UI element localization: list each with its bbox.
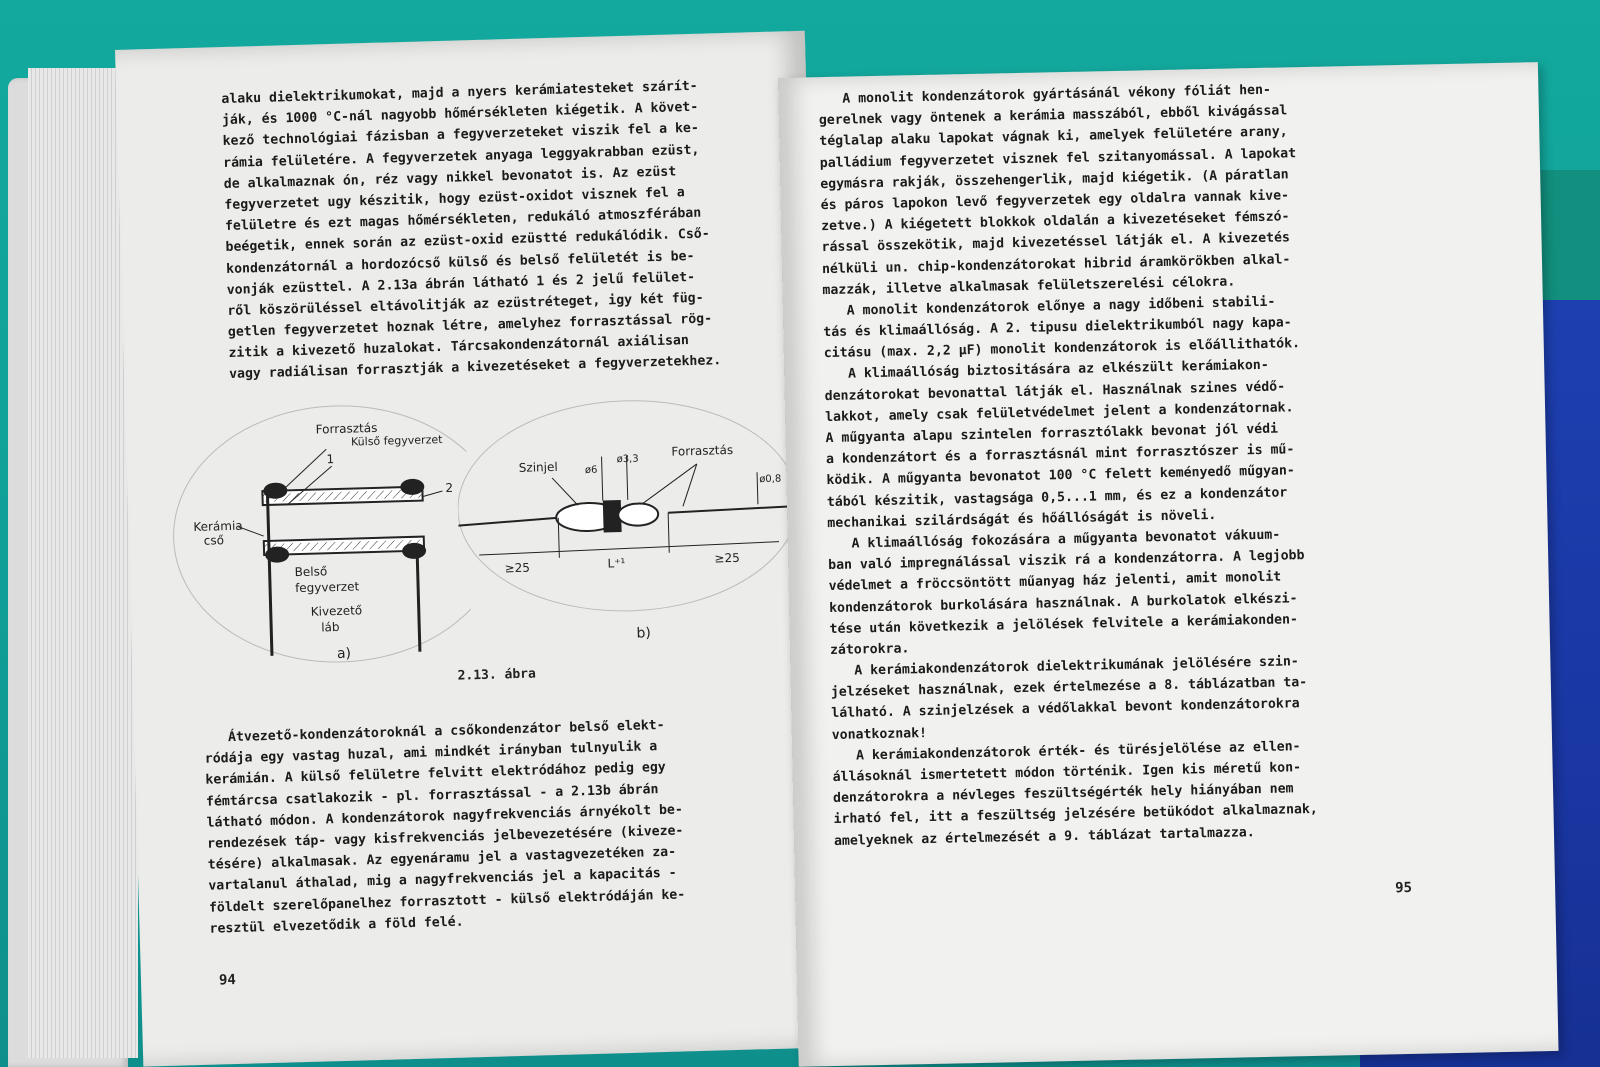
text-line: állásoknál ismertetett módon történik. Igen kis méretű kon- — [832, 760, 1302, 786]
label-l1: L⁺¹ — [607, 555, 626, 571]
text-line: mechanikai szilárdságát és hőállóságát is növeli. — [827, 507, 1217, 531]
left-page-top-text — [221, 75, 721, 385]
text-line: lálható. A szinjelzések a védőlakkal bevont kondenzátorokra — [831, 696, 1300, 722]
text-line: egymásra rakják, összehengerlik, majd kiégetik. (A páratlan — [820, 167, 1289, 192]
text-line: de alkalmaznak ón, réz vagy nikkel bevonatot is. Az ezüst — [223, 164, 677, 192]
text-line: palládium fegyverzetet visznek fel szitanyomással. A lapokat — [819, 145, 1297, 171]
text-line: tából készitik, vastagsága 0,5...1 mm, és ez a kondenzátor — [826, 484, 1288, 510]
text-line: vonják ezüsttel. A 2.13a ábrán látható 1 és 2 jelű felület- — [226, 269, 696, 298]
text-line: A műgyanta alapu szintelen forrasztólakk bevonat jól védi — [825, 421, 1279, 447]
text-line: ródája egy vastag huzal, ami mindkét irányban tulnyulik a — [204, 739, 658, 767]
text-line: citásu (max. 2,2 µF) monolit kondenzátorok is előállithatók. — [823, 336, 1301, 362]
text-line: getlen fegyverzetet hoznak létre, amelyhez forrasztással rög- — [227, 311, 713, 341]
text-line: gerelnek vagy öntenek a kerámia masszából, ebből kivágással — [818, 103, 1288, 129]
text-line: és páros lapokon levő fegyverzetek egy oldalra vannak kive- — [820, 188, 1290, 214]
text-line: fémtárcsa csatlakozik - pl. forrasztással - a 2.13b ábrán — [205, 781, 659, 810]
text-line: A klimaállóság fokozására a műgyanta bevonatot vákuum- — [827, 527, 1281, 552]
label-phi33: ø3,3 — [616, 453, 639, 466]
text-line: kező technológiai fázisban a fegyverzeteket viszik fel a ke- — [222, 121, 700, 150]
text-line: tás és klimaállóság. A 2. tipusu dielektrikumból nagy kapa- — [823, 315, 1292, 341]
text-line: vonatkoznak! — [831, 725, 928, 743]
label-cso: cső — [203, 533, 225, 548]
text-line: vartalanul áthalad, mig a nagyfrekvenciás jel a kapacitás - — [208, 865, 677, 895]
text-line: denzátorokra a névleges feszültségérték hely hiányában nem — [832, 781, 1294, 807]
label-szinjel: Szinjel — [518, 459, 558, 475]
text-line: jelzéseket használnak, ezek értelmezése a 8. táblázatban ta- — [830, 675, 1308, 701]
text-line: zetve.) A kiégetett blokkok oldalán a kivezetéseket fémszó- — [820, 209, 1290, 235]
text-line: kondenzátorok burkolására használnak. A burkolatok elkészi- — [828, 590, 1298, 616]
capacitor-axial-drawing — [455, 391, 802, 650]
label-ge25-right: ≥25 — [714, 550, 740, 566]
left-page — [115, 31, 833, 1067]
text-line: Átvezető-kondenzátoroknál a csőkondenzátor belső elekt- — [204, 717, 665, 746]
label-a: a) — [336, 645, 352, 663]
label-forrasztas-b: Forrasztás — [671, 442, 734, 459]
text-line: amelyeknek az értelmezését a 9. táblázat tartalmazza. — [833, 824, 1255, 849]
text-line: zitik a kivezető huzalokat. Tárcsakondenzátornál axiálisan — [228, 333, 690, 362]
text-line: vagy radiálisan forrasztják a kivezetéseket a fegyverzetekhez. — [228, 353, 722, 383]
label-belso: Belső — [294, 564, 328, 580]
text-line: denzátorokat bevonattal látják el. Használnak szines védő- — [824, 379, 1286, 404]
text-line: kerámián. A külső felületre felvitt elektródához pedig egy — [205, 760, 666, 789]
text-line: téglalap alaku lapokat vágnak ki, amelyek felületére arany, — [819, 124, 1288, 150]
figure-2-13a — [165, 390, 472, 668]
label-2: 2 — [445, 480, 454, 495]
right-page-number: 95 — [1394, 879, 1413, 897]
text-line: ről köszörüléssel eltávolitják az ezüstréteget, igy két füg- — [227, 290, 704, 319]
right-page-text — [818, 79, 1318, 852]
label-phi08: ø0,8 — [759, 473, 782, 486]
text-line: rendezések táp- vagy kisfrekvenciás jelbevezetésére (kiveze- — [207, 823, 684, 852]
text-line: nélküli un. chip-kondenzátorokat hibrid áramkörökben alkal- — [821, 251, 1291, 277]
label-phi6: ø6 — [584, 464, 598, 477]
label-belso-fegyverzet: fegyverzet — [294, 579, 360, 596]
left-page-bottom-text — [204, 714, 686, 939]
label-b: b) — [636, 625, 652, 642]
text-line: kondenzátornál a hordozócső külső és belső felületét is be- — [225, 248, 695, 277]
label-lab: láb — [321, 619, 340, 635]
text-line: rással összekötik, majd kivezetéssel látják el. A kivezetés — [821, 230, 1291, 256]
text-line: földelt szerelőpanelhez forrasztott - külső elektródáján ke- — [208, 886, 686, 916]
text-line: tésére) alkalmasak. Az egyenáramu jel a vastagvezetéken za- — [207, 844, 677, 873]
text-line: zátorokra. — [829, 641, 910, 658]
text-line: A monolit kondenzátorok gyártásánál vékony fóliát hen- — [818, 82, 1272, 108]
text-line: látható módon. A kondenzátorok nagyfrekvenciás árnyékolt be- — [206, 802, 684, 831]
text-line: beégetik, ennek során az ezüst-oxid ezüstté redukálódik. Cső- — [225, 226, 710, 256]
label-ge25-left: ≥25 — [504, 560, 531, 576]
text-line: alaku dielektrikumokat, majd a nyers kerámiatesteket szárít- — [221, 78, 698, 108]
text-line: védelmet a fröccsöntött műanyag ház jelenti, amit monolit — [828, 569, 1282, 595]
page-edges — [8, 78, 128, 1067]
text-line: tése után következik a jelölések felvitele a kerámiakonden- — [829, 611, 1299, 637]
text-line: A kerámiakondenzátorok dielektrikumának jelölésére szin- — [830, 654, 1299, 680]
label-forrasztas-a: Forrasztás — [315, 420, 378, 437]
text-line: A monolit kondenzátorok előnye a nagy időbeni stabili- — [822, 294, 1276, 319]
figure-2-13b — [455, 391, 802, 650]
text-line: ködik. A műgyanta bevonatot 100 °C felett keményedő műgyan- — [826, 463, 1295, 489]
text-line: mazzák, illetve alkalmasak felületszerelési célokra. — [822, 274, 1236, 298]
left-page-number: 94 — [218, 971, 237, 989]
text-line: rámia felületére. A fegyverzetek anyaga leggyakrabban ezüst, — [222, 142, 700, 171]
text-line: ban való impregnálással viszik rá a kondenzátorra. A legjobb — [828, 548, 1305, 574]
text-line: fegyverzetet ugy készitik, hogy ezüst-oxidot visznek fel a — [224, 185, 685, 213]
label-kulso-fegyverzet: Külső fegyverzet — [350, 433, 443, 449]
text-line: A klimaállóság biztositására az elkészült kerámiakon- — [824, 358, 1269, 383]
text-line: lakkot, amely csak felületvédelmet jelent a kondenzátornak. — [824, 400, 1294, 425]
label-keramia: Kerámia — [193, 518, 243, 534]
text-line: resztül elvezetődik a föld felé. — [209, 914, 464, 937]
text-line: A kerámiakondenzátorok érték- és türésjelölése az ellen- — [832, 739, 1301, 764]
right-page — [778, 62, 1559, 1067]
label-kivezeto: Kivezető — [310, 603, 363, 619]
text-line: felületre és ezt magas hőmérsékleten, redukáló atmoszférában — [224, 205, 702, 235]
text-line: irható fel, itt a feszültség jelzésére betükódot alkalmaznak, — [833, 802, 1318, 828]
figure-caption: 2.13. ábra — [457, 666, 537, 684]
text-line: a kondenzátort és a forrasztásnál mint forrasztószer is mű- — [825, 442, 1295, 468]
text-line: ják, és 1000 °C-nál nagyobb hőmérsékleten kiégetik. A követ- — [221, 99, 699, 129]
label-1: 1 — [326, 452, 335, 467]
